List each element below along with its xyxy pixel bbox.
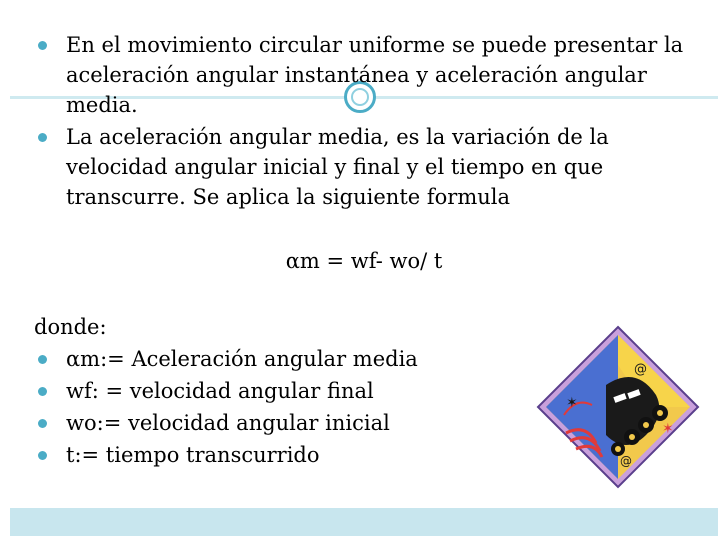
footer-band	[10, 508, 718, 536]
definition-item: αm:= Aceleración angular media	[34, 344, 694, 374]
definition-item: wo:= velocidad angular inicial	[34, 408, 694, 438]
bullet-intro-1: En el movimiento circular uniforme se puede presentar la aceleración angular instantánea y aceleración angular media.	[34, 30, 694, 120]
svg-text:✶: ✶	[662, 421, 674, 437]
svg-text:✶: ✶	[566, 395, 578, 411]
donde-label: donde:	[34, 315, 107, 339]
bullet-intro-2: La aceleración angular media, es la variación de la velocidad angular inicial y final y el tiempo en que transcurre. Se aplica la siguiente formula	[34, 122, 694, 212]
svg-text:@: @	[620, 454, 632, 468]
definition-item: t:= tiempo transcurrido	[34, 440, 694, 470]
svg-text:@: @	[634, 362, 647, 377]
abstract-music-clipart-icon	[536, 325, 700, 489]
formula: αm = wf- wo/ t	[285, 249, 443, 273]
definition-item: wf: = velocidad angular final	[34, 376, 694, 406]
